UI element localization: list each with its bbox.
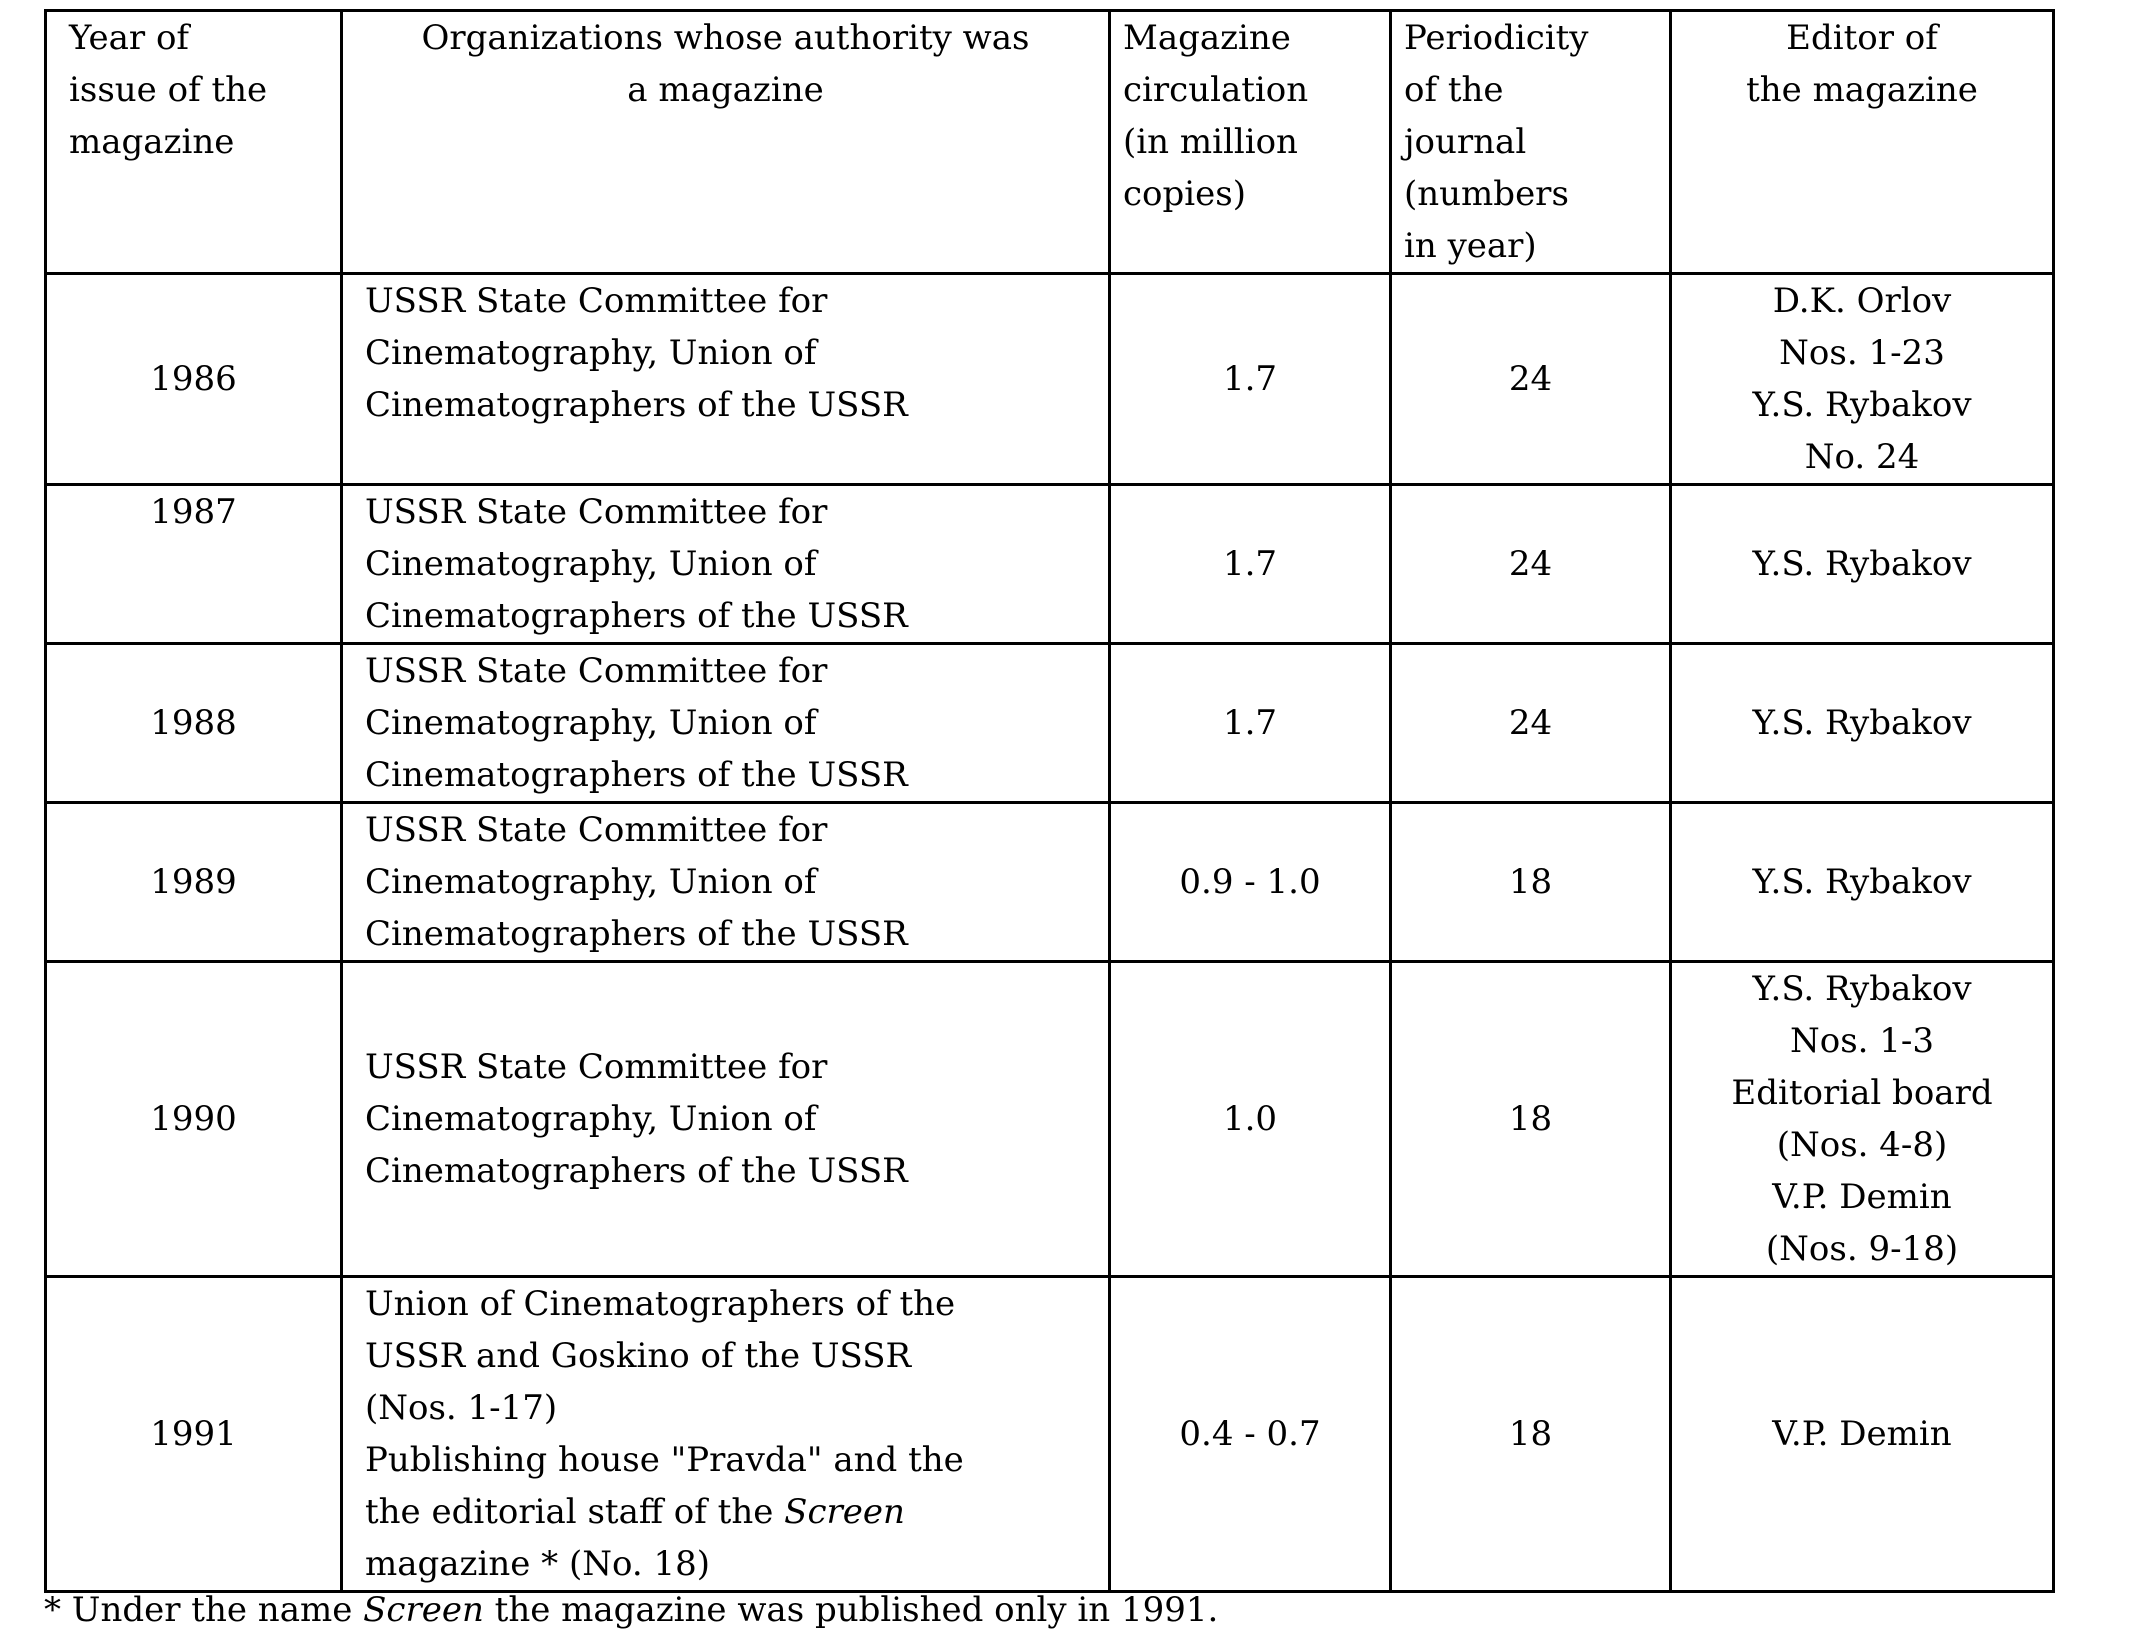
header-periodicity — [1391, 11, 1671, 274]
cell-text: Cinematography, Union of — [365, 703, 817, 743]
header-editor — [1671, 11, 2054, 274]
cell-text: Y.S. Rybakov — [1752, 544, 1972, 584]
header-organizations — [342, 11, 1110, 274]
cell-text: Y.S. Rybakov — [1752, 703, 1972, 743]
cell-text: D.K. Orlov — [1772, 281, 1952, 321]
cell-text: Cinematography, Union of — [365, 1099, 817, 1139]
cell-text: Cinematography, Union of — [365, 333, 817, 373]
header-text: Periodicity — [1404, 18, 1589, 58]
circulation-cell: 1.7 — [1110, 644, 1391, 803]
year-cell: 1990 — [46, 962, 342, 1277]
circulation-cell: 1.7 — [1110, 274, 1391, 485]
header-text: in year) — [1404, 226, 1537, 266]
editor-cell — [1671, 1277, 2054, 1592]
header-text: issue of the — [69, 70, 268, 110]
cell-text: Y.S. Rybakov — [1752, 969, 1972, 1009]
header-text: Magazine — [1123, 18, 1291, 58]
periodicity-cell: 18 — [1391, 962, 1671, 1277]
cell-text: (Nos. 1-17) — [365, 1388, 558, 1428]
year-cell: 1991 — [46, 1277, 342, 1592]
footnote-text: * Under the name — [44, 1590, 364, 1630]
cell-text: Union of Cinematographers of the — [365, 1284, 956, 1324]
footnote-text: the magazine was published only in 1991. — [483, 1590, 1219, 1630]
cell-text: Nos. 1-23 — [1779, 333, 1945, 373]
organizations-cell — [342, 1277, 1110, 1592]
cell-text: Nos. 1-3 — [1789, 1021, 1935, 1061]
header-text: Editor of — [1786, 18, 1938, 58]
table-row — [46, 274, 2054, 485]
editor-cell — [1671, 274, 2054, 485]
header-text: Year of — [69, 18, 189, 58]
header-year — [46, 11, 342, 274]
header-text: circulation — [1123, 70, 1309, 110]
cell-text: USSR State Committee for — [365, 281, 828, 321]
cell-text: Y.S. Rybakov — [1752, 385, 1972, 425]
periodicity-cell: 18 — [1391, 1277, 1671, 1592]
editor-cell — [1671, 485, 2054, 644]
cell-text: USSR State Committee for — [365, 651, 828, 691]
cell-spacer — [365, 431, 1108, 483]
cell-text: No. 24 — [1804, 437, 1920, 477]
year-cell: 1986 — [46, 274, 342, 485]
table-row — [46, 803, 2054, 962]
year-cell: 1987 — [46, 485, 342, 644]
cell-text: Cinematographers of the USSR — [365, 596, 908, 636]
cell-text: V.P. Demin — [1772, 1177, 1952, 1217]
circulation-cell: 1.7 — [1110, 485, 1391, 644]
cell-text: V.P. Demin — [1772, 1414, 1952, 1454]
organizations-cell — [342, 485, 1110, 644]
periodicity-cell: 18 — [1391, 803, 1671, 962]
cell-text: USSR State Committee for — [365, 810, 828, 850]
header-text: (numbers — [1404, 174, 1569, 214]
periodicity-cell: 24 — [1391, 485, 1671, 644]
cell-text: Cinematographers of the USSR — [365, 1151, 908, 1191]
cell-text: USSR State Committee for — [365, 492, 828, 532]
table-row — [46, 962, 2054, 1277]
cell-text: USSR and Goskino of the USSR — [365, 1336, 912, 1376]
cell-text: Cinematography, Union of — [365, 862, 817, 902]
cell-text: Editorial board — [1731, 1073, 1993, 1113]
header-text: journal — [1404, 122, 1527, 162]
cell-text: magazine * (No. 18) — [365, 1544, 710, 1584]
year-cell: 1988 — [46, 644, 342, 803]
periodicity-cell: 24 — [1391, 274, 1671, 485]
organizations-cell — [342, 274, 1110, 485]
header-circulation — [1110, 11, 1391, 274]
cell-text-part: the editorial staff of the — [365, 1492, 785, 1532]
magazine-title-italic: Screen — [784, 1492, 905, 1532]
footnote — [44, 1584, 1218, 1636]
header-text: Organizations whose authority was — [421, 18, 1030, 58]
header-text: magazine — [69, 122, 235, 162]
cell-text — [365, 1486, 1108, 1538]
editor-cell — [1671, 803, 2054, 962]
circulation-cell: 0.4 - 0.7 — [1110, 1277, 1391, 1592]
table-row — [46, 644, 2054, 803]
circulation-cell: 0.9 - 1.0 — [1110, 803, 1391, 962]
footnote-italic-title: Screen — [363, 1590, 484, 1630]
header-text: the magazine — [1746, 70, 1978, 110]
header-text: (in million — [1123, 122, 1298, 162]
organizations-cell — [342, 644, 1110, 803]
cell-text: USSR State Committee for — [365, 1047, 828, 1087]
cell-text: Publishing house "Pravda" and the — [365, 1440, 964, 1480]
cell-text: (Nos. 4-8) — [1776, 1125, 1948, 1165]
table-row — [46, 1277, 2054, 1592]
year-cell: 1989 — [46, 803, 342, 962]
cell-text: Y.S. Rybakov — [1752, 862, 1972, 902]
header-text: a magazine — [627, 70, 824, 110]
organizations-cell — [342, 803, 1110, 962]
periodicity-cell: 24 — [1391, 644, 1671, 803]
table-row — [46, 485, 2054, 644]
header-text: copies) — [1123, 174, 1246, 214]
cell-text: (Nos. 9-18) — [1765, 1229, 1959, 1269]
magazine-history-table — [44, 9, 2055, 1593]
header-text: of the — [1404, 70, 1504, 110]
editor-cell — [1671, 962, 2054, 1277]
header-row — [46, 11, 2054, 274]
editor-cell — [1671, 644, 2054, 803]
cell-text: Cinematographers of the USSR — [365, 914, 908, 954]
circulation-cell: 1.0 — [1110, 962, 1391, 1277]
cell-text: Cinematographers of the USSR — [365, 755, 908, 795]
cell-text: Cinematographers of the USSR — [365, 385, 908, 425]
organizations-cell — [342, 962, 1110, 1277]
cell-text: Cinematography, Union of — [365, 544, 817, 584]
